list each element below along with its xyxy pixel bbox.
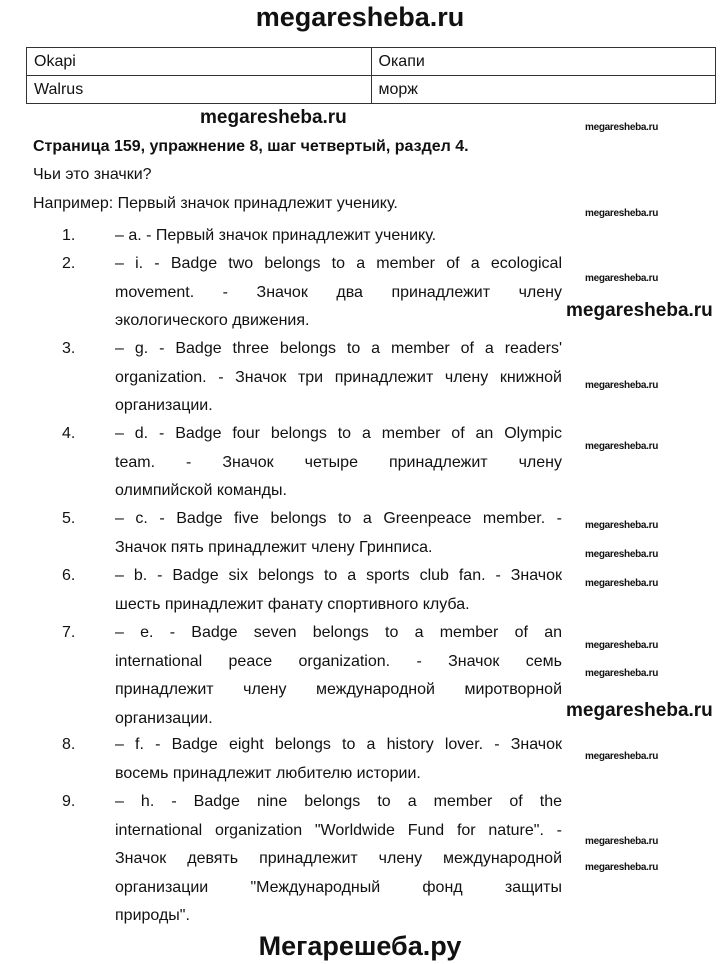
item-number: 4.: [62, 425, 76, 442]
item-line: movement. - Значок два принадлежит члену: [115, 283, 562, 301]
table-row: [27, 48, 716, 76]
example-text: Например: Первый значок принадлежит ученику.: [33, 195, 398, 212]
question-text: Чьи это значки?: [33, 166, 152, 183]
watermark: megaresheba.ru: [585, 578, 659, 589]
watermark: megaresheba.ru: [585, 668, 659, 679]
item-line: – e. - Badge seven belongs to a member of an: [115, 624, 562, 641]
item-line: Значок пять принадлежит члену Гринписа.: [115, 538, 433, 556]
exercise-heading: Страница 159, упражнение 8, шаг четвертый, раздел 4.: [33, 138, 469, 155]
item-line: принадлежит члену международной миротворной: [115, 681, 562, 698]
vocabulary-table: [26, 47, 716, 104]
item-line: организации.: [115, 709, 213, 727]
item-line: олимпийской команды.: [115, 482, 287, 499]
item-line: организации.: [115, 397, 213, 414]
watermark-large: megaresheba.ru: [566, 700, 713, 721]
table-cell: морж: [371, 76, 716, 104]
item-line: – a. - Первый значок принадлежит ученику.: [115, 227, 437, 244]
watermark: megaresheba.ru: [585, 380, 659, 391]
site-title: megaresheba.ru: [255, 2, 465, 32]
item-number: 9.: [62, 793, 76, 810]
item-line: шесть принадлежит фанату спортивного клуба.: [115, 595, 470, 613]
item-line: – b. - Badge six belongs to a sports club fan. - Значок: [115, 567, 562, 584]
watermark-large: megaresheba.ru: [200, 107, 347, 128]
table-cell: Окапи: [371, 48, 716, 76]
item-line: – h. - Badge nine belongs to a member of the: [115, 793, 562, 810]
watermark: megaresheba.ru: [585, 549, 659, 560]
item-line: – g. - Badge three belongs to a member of a readers': [115, 340, 562, 357]
item-line: team. - Значок четыре принадлежит члену: [115, 453, 562, 471]
item-line: – i. - Badge two belongs to a member of a ecological: [115, 255, 562, 272]
item-number: 6.: [62, 567, 76, 584]
table-cell: Walrus: [27, 76, 372, 104]
item-number: 7.: [62, 624, 76, 641]
item-number: 3.: [62, 340, 76, 357]
site-footer: Мегарешеба.ру: [258, 931, 462, 961]
table-row: [27, 76, 716, 104]
table-cell: Okapi: [27, 48, 372, 76]
item-number: 8.: [62, 736, 76, 753]
item-line: international organization "Worldwide Fund for nature". -: [115, 821, 562, 839]
watermark: megaresheba.ru: [585, 862, 659, 873]
watermark: megaresheba.ru: [585, 836, 659, 847]
item-line: организации "Международный фонд защиты: [115, 878, 562, 896]
watermark-large: megaresheba.ru: [566, 300, 713, 321]
item-number: 1.: [62, 227, 76, 244]
watermark: megaresheba.ru: [585, 208, 659, 219]
item-line: – c. - Badge five belongs to a Greenpeace member. -: [115, 510, 562, 527]
item-line: international peace organization. - Значок семь: [115, 652, 562, 670]
item-number: 5.: [62, 510, 76, 527]
item-number: 2.: [62, 255, 76, 272]
watermark: megaresheba.ru: [585, 441, 659, 452]
item-line: восемь принадлежит любителю истории.: [115, 764, 421, 782]
item-line: природы".: [115, 907, 190, 924]
item-line: organization. - Значок три принадлежит члену книжной: [115, 368, 562, 386]
watermark: megaresheba.ru: [585, 520, 659, 531]
item-line: – d. - Badge four belongs to a member of an Olympic: [115, 425, 562, 442]
watermark: megaresheba.ru: [585, 751, 659, 762]
item-line: Значок девять принадлежит члену международной: [115, 850, 562, 867]
watermark: megaresheba.ru: [585, 640, 659, 651]
watermark: megaresheba.ru: [585, 122, 659, 133]
item-line: – f. - Badge eight belongs to a history lover. - Значок: [115, 736, 562, 753]
item-line: экологического движения.: [115, 312, 310, 329]
watermark: megaresheba.ru: [585, 273, 659, 284]
